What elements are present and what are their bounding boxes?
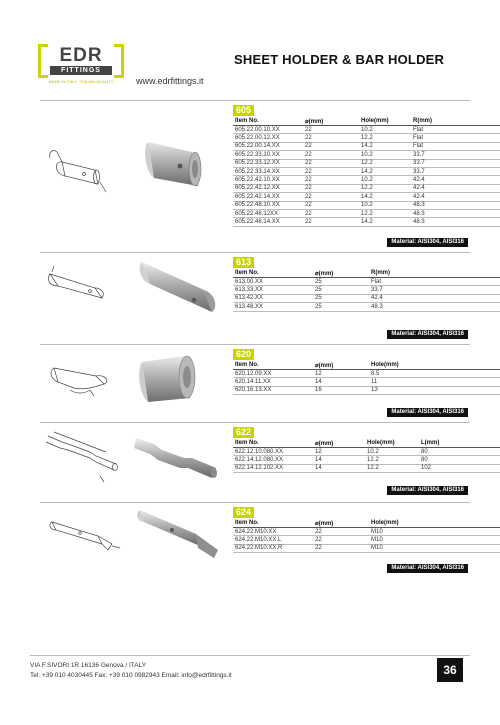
table-cell: 16 xyxy=(313,386,369,394)
table-cell: 14.2 xyxy=(359,142,411,150)
col-header: R(mm) xyxy=(369,269,500,278)
table-cell: 605.22.48.12XX xyxy=(233,209,303,217)
table-cell: 12.2 xyxy=(359,159,411,167)
table-row xyxy=(233,456,500,464)
col-header: Item No. xyxy=(233,117,303,126)
table-row xyxy=(233,544,500,552)
table-cell: Flat xyxy=(369,278,500,286)
table-cell: 22 xyxy=(303,142,359,150)
col-header: ⌀(mm) xyxy=(303,117,359,126)
footer-contacts: Tel: +39 010 4030445 Fax: +39 010 0982943 Email: info@edrfittings.it xyxy=(30,672,232,679)
footer-address: VIA F.SIVORI 1R 16136 Genova / ITALY xyxy=(30,662,147,669)
table-cell: 22 xyxy=(303,159,359,167)
section-605 xyxy=(40,100,470,252)
table-row xyxy=(233,134,500,142)
col-header: Item No. xyxy=(233,269,313,278)
table-row xyxy=(233,370,500,378)
technical-drawing-613 xyxy=(40,258,120,318)
table-row xyxy=(233,167,500,175)
product-table-613 xyxy=(233,269,500,312)
logo-letters: EDR xyxy=(59,45,103,66)
table-header-row xyxy=(233,117,500,126)
table-cell: 25 xyxy=(313,278,369,286)
table-cell: 8.5 xyxy=(369,370,500,378)
table-row xyxy=(233,278,500,286)
table-cell: 42.4 xyxy=(411,193,500,201)
table-cell: 33.7 xyxy=(411,151,500,159)
table-row xyxy=(233,142,500,150)
table-row xyxy=(233,294,500,302)
product-photo-605 xyxy=(140,130,220,200)
table-cell: 605.22.42.10.XX xyxy=(233,176,303,184)
table-cell: Flat xyxy=(411,134,500,142)
table-cell: 620.14.11.XX xyxy=(233,378,313,386)
table-row xyxy=(233,151,500,159)
table-cell: 622.12.10.080.XX xyxy=(233,448,313,456)
section-622 xyxy=(40,422,470,502)
table-cell: 22 xyxy=(313,536,369,544)
table-cell: 10.2 xyxy=(359,176,411,184)
logo-bracket-right xyxy=(114,44,124,78)
table-cell: 605.22.00.10.XX xyxy=(233,126,303,134)
table-cell: 80 xyxy=(419,448,500,456)
table-cell: 22 xyxy=(303,209,359,217)
table-cell: 42.4 xyxy=(411,184,500,192)
table-row xyxy=(233,536,500,544)
product-photo-622 xyxy=(132,428,222,486)
table-cell: M10 xyxy=(369,528,500,536)
product-code-badge: 622 xyxy=(233,427,254,438)
table-body xyxy=(233,278,500,312)
table-cell: Flat xyxy=(411,142,500,150)
table-cell: 605.22.33.10.XX xyxy=(233,151,303,159)
table-cell: 613.48.XX xyxy=(233,303,313,311)
table-cell: 605.22.00.12.XX xyxy=(233,134,303,142)
col-header: ⌀(mm) xyxy=(313,439,365,448)
table-header-row xyxy=(233,519,500,528)
table-row xyxy=(233,303,500,311)
table-cell: 22 xyxy=(303,151,359,159)
table-cell: 12 xyxy=(313,370,369,378)
col-header: ⌀(mm) xyxy=(313,269,369,278)
table-cell: 22 xyxy=(303,176,359,184)
table-body xyxy=(233,126,500,227)
product-photo-620 xyxy=(136,348,216,408)
website-link[interactable]: www.edrfittings.it xyxy=(136,76,204,86)
table-cell: 10.2 xyxy=(359,126,411,134)
table-cell: 25 xyxy=(313,294,369,302)
footer-divider xyxy=(30,655,470,656)
table-cell: 624.22.M10.XX xyxy=(233,528,313,536)
table-row xyxy=(233,448,500,456)
table-cell: 48.3 xyxy=(411,218,500,226)
logo-sub: FITTINGS xyxy=(50,66,112,75)
table-cell: 22 xyxy=(303,218,359,226)
col-header: ⌀(mm) xyxy=(313,519,369,528)
table-cell: 22 xyxy=(303,193,359,201)
table-body xyxy=(233,370,500,395)
col-header: Item No. xyxy=(233,439,313,448)
technical-drawing-622 xyxy=(42,426,132,488)
table-cell: 622.14.12.102.XX xyxy=(233,464,313,472)
product-code-badge: 613 xyxy=(233,257,254,268)
table-cell: 14.2 xyxy=(359,167,411,175)
table-cell: 12 xyxy=(313,448,365,456)
table-cell: 33.7 xyxy=(369,286,500,294)
table-row xyxy=(233,176,500,184)
material-label: Material: AISI304, AISI316 xyxy=(387,486,468,495)
table-cell: 33.7 xyxy=(411,159,500,167)
table-row xyxy=(233,218,500,226)
section-divider xyxy=(40,344,470,345)
table-row xyxy=(233,126,500,134)
table-cell: 10.2 xyxy=(359,151,411,159)
table-cell: 22 xyxy=(303,167,359,175)
technical-drawing-605 xyxy=(40,140,120,200)
section-divider xyxy=(40,100,470,101)
table-cell: 605.22.48.14.XX xyxy=(233,218,303,226)
table-cell: 25 xyxy=(313,286,369,294)
product-table-624 xyxy=(233,519,500,553)
product-table-605 xyxy=(233,117,500,227)
table-cell: 22 xyxy=(303,126,359,134)
product-photo-613 xyxy=(132,256,222,318)
table-cell: 605.22.48.10.XX xyxy=(233,201,303,209)
table-cell: 12.2 xyxy=(365,464,419,472)
section-divider xyxy=(40,252,470,253)
table-cell: 10.2 xyxy=(365,448,419,456)
table-cell: 12.2 xyxy=(359,184,411,192)
edr-logo xyxy=(38,44,124,88)
table-cell: 48.3 xyxy=(411,209,500,217)
table-cell: 12.2 xyxy=(359,209,411,217)
table-cell: 613.00.XX xyxy=(233,278,313,286)
table-cell: 11 xyxy=(369,378,500,386)
technical-drawing-624 xyxy=(42,506,132,566)
table-cell: 10.2 xyxy=(359,201,411,209)
table-cell: 42.4 xyxy=(411,176,500,184)
table-cell: 605.22.33.12.XX xyxy=(233,159,303,167)
table-header-row xyxy=(233,361,500,370)
col-header: Hole(mm) xyxy=(369,361,500,370)
table-row xyxy=(233,386,500,394)
product-table-622 xyxy=(233,439,500,473)
table-cell: 605.22.00.14.XX xyxy=(233,142,303,150)
table-row xyxy=(233,464,500,472)
table-cell: 22 xyxy=(313,528,369,536)
table-cell: 624.22.M10.XX.L xyxy=(233,536,313,544)
material-label: Material: AISI304, AISI316 xyxy=(387,408,468,417)
section-divider xyxy=(40,502,470,503)
col-header: Hole(mm) xyxy=(365,439,419,448)
table-row xyxy=(233,159,500,167)
table-cell: 605.22.42.12.XX xyxy=(233,184,303,192)
logo-tagline: MADE IN ITALY · ITALIAN QUALITY xyxy=(48,79,114,84)
table-cell: 14 xyxy=(313,464,365,472)
table-cell: 14 xyxy=(313,378,369,386)
table-row xyxy=(233,378,500,386)
table-cell: 12.2 xyxy=(365,456,419,464)
table-cell: 102 xyxy=(419,464,500,472)
page-title: SHEET HOLDER & BAR HOLDER xyxy=(234,52,445,67)
col-header: R(mm) xyxy=(411,117,500,126)
table-body xyxy=(233,448,500,473)
table-cell: 48.3 xyxy=(411,201,500,209)
table-cell: 80 xyxy=(419,456,500,464)
col-header: L(mm) xyxy=(419,439,500,448)
table-cell: 14.2 xyxy=(359,193,411,201)
table-cell: 33.7 xyxy=(411,167,500,175)
col-header: Hole(mm) xyxy=(369,519,500,528)
logo-bracket-left xyxy=(38,44,48,78)
col-header: Item No. xyxy=(233,519,313,528)
col-header: ⌀(mm) xyxy=(313,361,369,370)
table-cell: 14.2 xyxy=(359,218,411,226)
table-cell: 22 xyxy=(303,201,359,209)
table-header-row xyxy=(233,439,500,448)
product-code-badge: 624 xyxy=(233,507,254,518)
technical-drawing-620 xyxy=(44,350,124,405)
table-row xyxy=(233,528,500,536)
table-cell: 613.42.XX xyxy=(233,294,313,302)
table-cell: 613.33.XX xyxy=(233,286,313,294)
table-cell: 620.12.09.XX xyxy=(233,370,313,378)
table-header-row xyxy=(233,269,500,278)
table-cell: 622.14.12.080.XX xyxy=(233,456,313,464)
section-624 xyxy=(40,502,470,582)
table-cell: 13 xyxy=(369,386,500,394)
product-code-badge: 605 xyxy=(233,105,254,116)
table-cell: 22 xyxy=(303,134,359,142)
table-row xyxy=(233,209,500,217)
section-613 xyxy=(40,252,470,337)
col-header: Item No. xyxy=(233,361,313,370)
table-row xyxy=(233,286,500,294)
table-cell: M10 xyxy=(369,536,500,544)
table-cell: 48.3 xyxy=(369,303,500,311)
material-label: Material: AISI304, AISI316 xyxy=(387,564,468,573)
table-cell: M10 xyxy=(369,544,500,552)
table-body xyxy=(233,528,500,553)
table-cell: 22 xyxy=(313,544,369,552)
material-label: Material: AISI304, AISI316 xyxy=(387,238,468,247)
table-cell: 42.4 xyxy=(369,294,500,302)
table-row xyxy=(233,184,500,192)
col-header: Hole(mm) xyxy=(359,117,411,126)
table-cell: 25 xyxy=(313,303,369,311)
material-label: Material: AISI304, AISI316 xyxy=(387,330,468,339)
table-cell: Flat xyxy=(411,126,500,134)
page-number: 36 xyxy=(437,658,463,682)
section-620 xyxy=(40,344,470,422)
table-cell: 12.2 xyxy=(359,134,411,142)
table-cell: 14 xyxy=(313,456,365,464)
table-cell: 620.16.13.XX xyxy=(233,386,313,394)
table-cell: 605.22.42.14.XX xyxy=(233,193,303,201)
table-cell: 624.22.M10.XX.R xyxy=(233,544,313,552)
section-divider xyxy=(40,422,470,423)
product-code-badge: 620 xyxy=(233,349,254,360)
product-table-620 xyxy=(233,361,500,395)
table-row xyxy=(233,201,500,209)
product-photo-624 xyxy=(132,504,224,564)
table-cell: 605.22.33.14.XX xyxy=(233,167,303,175)
table-row xyxy=(233,193,500,201)
table-cell: 22 xyxy=(303,184,359,192)
